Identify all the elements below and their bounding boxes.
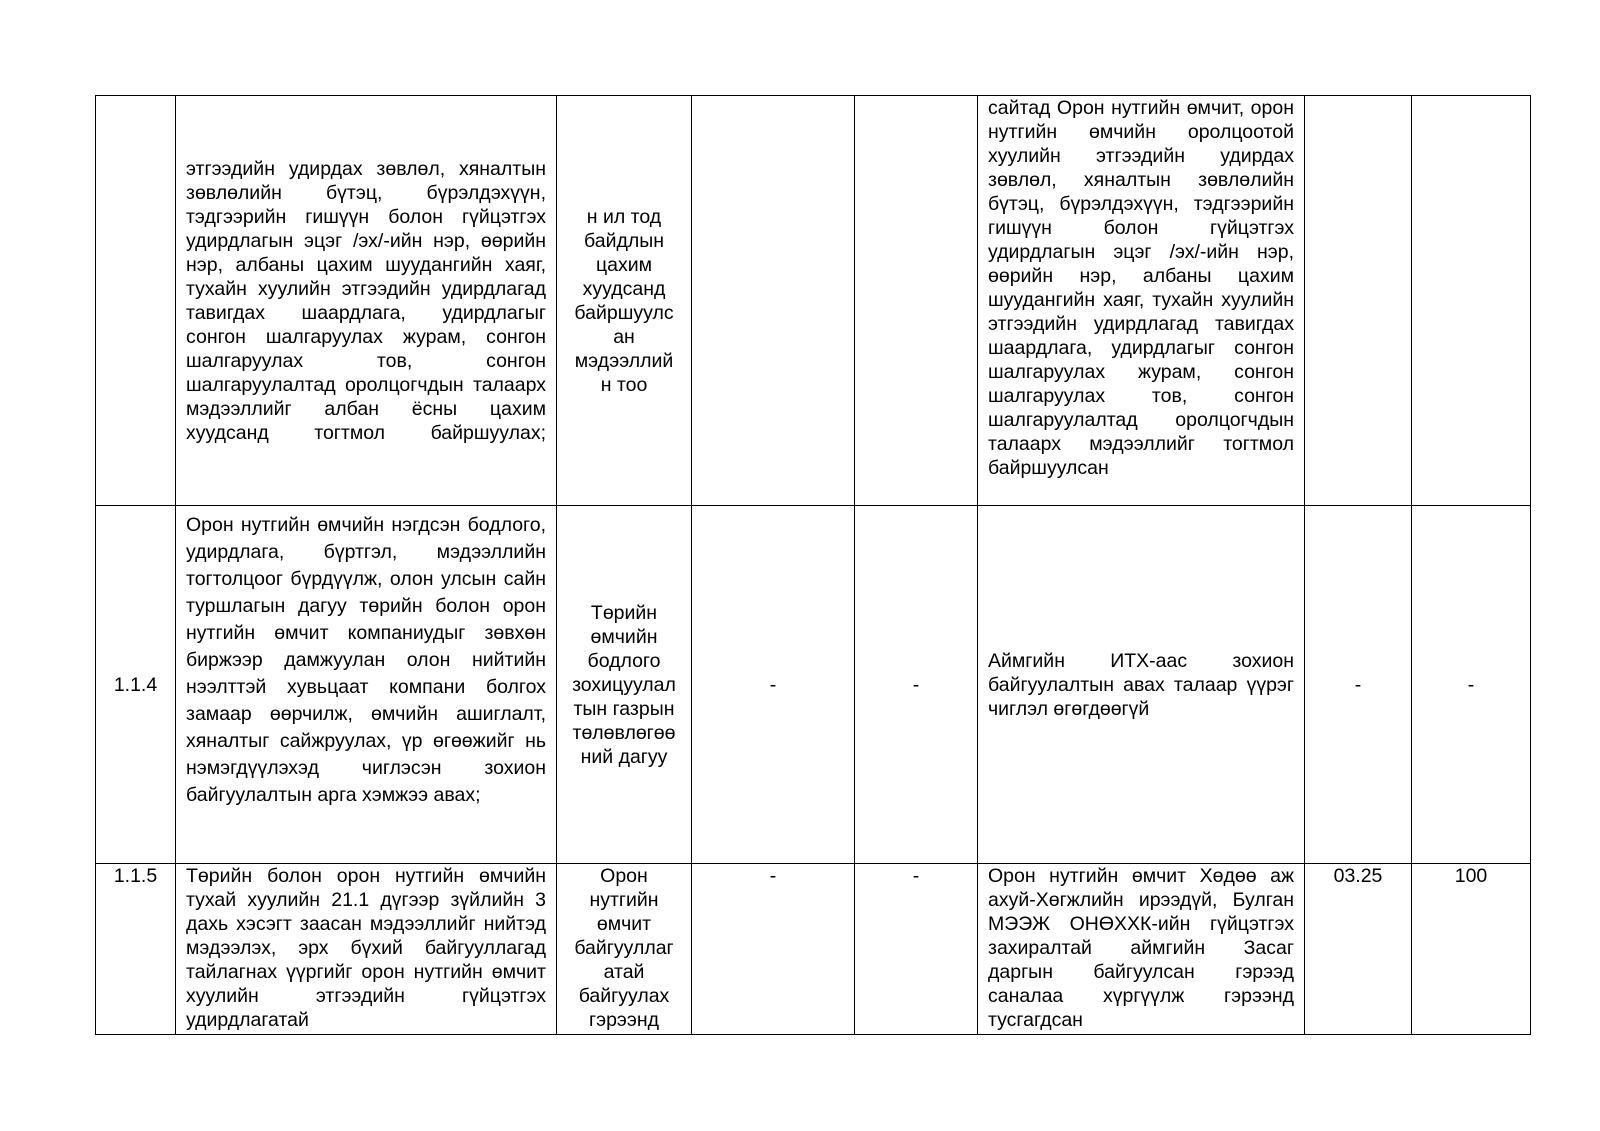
cell-col4 xyxy=(692,96,855,506)
cell-col4: - xyxy=(692,864,855,1035)
cell-col7: - xyxy=(1305,506,1412,864)
cell-col8 xyxy=(1412,96,1531,506)
table-row xyxy=(96,506,1531,864)
plan-report-table xyxy=(95,95,1531,1035)
result-text: Орон нутгийн өмчит Хөдөө аж ахуй-Хөгжлийн ирээдүй, Булган МЭЭЖ ОНӨХХК-ийн гүйцэтгэх захиралтай аймгийн Засаг даргын байгуулсан гэрээд саналаа хүргүүлж гэрээнд тусгагдсан xyxy=(978,864,1305,1035)
result-text: сайтад Орон нутгийн өмчит, орон нутгийн өмчийн оролцоотой хуулийн этгээдийн удирдах зөвлөл, хяналтын зөвлөлийн бүтэц, бүрэлдэхүүн, тэдгээрийн гишүүн болон гүйцэтгэх удирдлагын эцэг /эх/-ийн нэр, өөрийн нэр, албаны цахим шуудангийн хаяг, тухайн хуулийн этгээдийн удирдлагад тавигдах шаардлага, удирдлагыг сонгон шалгаруулах журам, сонгон шалгаруулах тов, сонгон шалгаруулалтад оролцогчдын талаарх мэдээллийг тогтмол байршуулсан xyxy=(978,96,1305,506)
activity-text: Орон нутгийн өмчийн нэгдсэн бодлого, удирдлага, бүртгэл, мэдээллийн тогтолцоог бүрдүүлж, олон улсын сайн туршлагын дагуу төрийн болон орон нутгийн өмчит компаниудыг зөвхөн биржээр дамжуулан олон нийтийн нээлттэй хувьцаат компани болгох замаар өөрчилж, өмчийн ашиглалт, хяналтыг сайжруулах, үр өгөөжийг нь нэмэгдүүлэхэд чиглэсэн зохион байгуулалтын арга хэмжээ авах; xyxy=(176,506,557,864)
cell-col5 xyxy=(855,96,978,506)
cell-col5: - xyxy=(855,864,978,1035)
table-row xyxy=(96,864,1531,1035)
activity-text: этгээдийн удирдах зөвлөл, хяналтын зөвлөлийн бүтэц, бүрэлдэхүүн, тэдгээрийн гишүүн болон гүйцэтгэх удирдлагын эцэг /эх/-ийн нэр, өөрийн нэр, албаны цахим шуудангийн хаяг, тухайн хуулийн этгээдийн удирдлагад тавигдах шаардлага, удирдлагыг сонгон шалгаруулах журам, сонгон шалгаруулах тов, сонгон шалгаруулалтад оролцогчдын талаарх мэдээллийг албан ёсны цахим хуудсанд тогтмол байршуулах; xyxy=(176,96,557,506)
indicator-text: н ил тод байдлын цахим хуудсанд байршуулс ан мэдээллий н тоо xyxy=(557,96,692,506)
row-number: 1.1.5 xyxy=(96,864,176,1035)
result-text: Аймгийн ИТХ-аас зохион байгуулалтын авах талаар үүрэг чиглэл өгөгдөөгүй xyxy=(978,506,1305,864)
cell-col7: 03.25 xyxy=(1305,864,1412,1035)
activity-text: Төрийн болон орон нутгийн өмчийн тухай хуулийн 21.1 дүгээр зүйлийн 3 дахь хэсэгт заасан мэдээллийг нийтэд мэдээлэх, эрх бүхий байгууллагад тайлагнах үүргийг орон нутгийн өмчит хуулийн этгээдийн гүйцэтгэх удирдлагатай xyxy=(176,864,557,1035)
cell-col8: 100 xyxy=(1412,864,1531,1035)
table-row xyxy=(96,96,1531,506)
indicator-text: Орон нутгийн өмчит байгууллаг атай байгуулах гэрээнд xyxy=(557,864,692,1035)
cell-col5: - xyxy=(855,506,978,864)
row-number: 1.1.4 xyxy=(96,506,176,864)
indicator-text: Төрийн өмчийн бодлого зохицуулал тын газрын төлөвлөгөө ний дагуу xyxy=(557,506,692,864)
row-number xyxy=(96,96,176,506)
cell-col8: - xyxy=(1412,506,1531,864)
cell-col4: - xyxy=(692,506,855,864)
cell-col7 xyxy=(1305,96,1412,506)
